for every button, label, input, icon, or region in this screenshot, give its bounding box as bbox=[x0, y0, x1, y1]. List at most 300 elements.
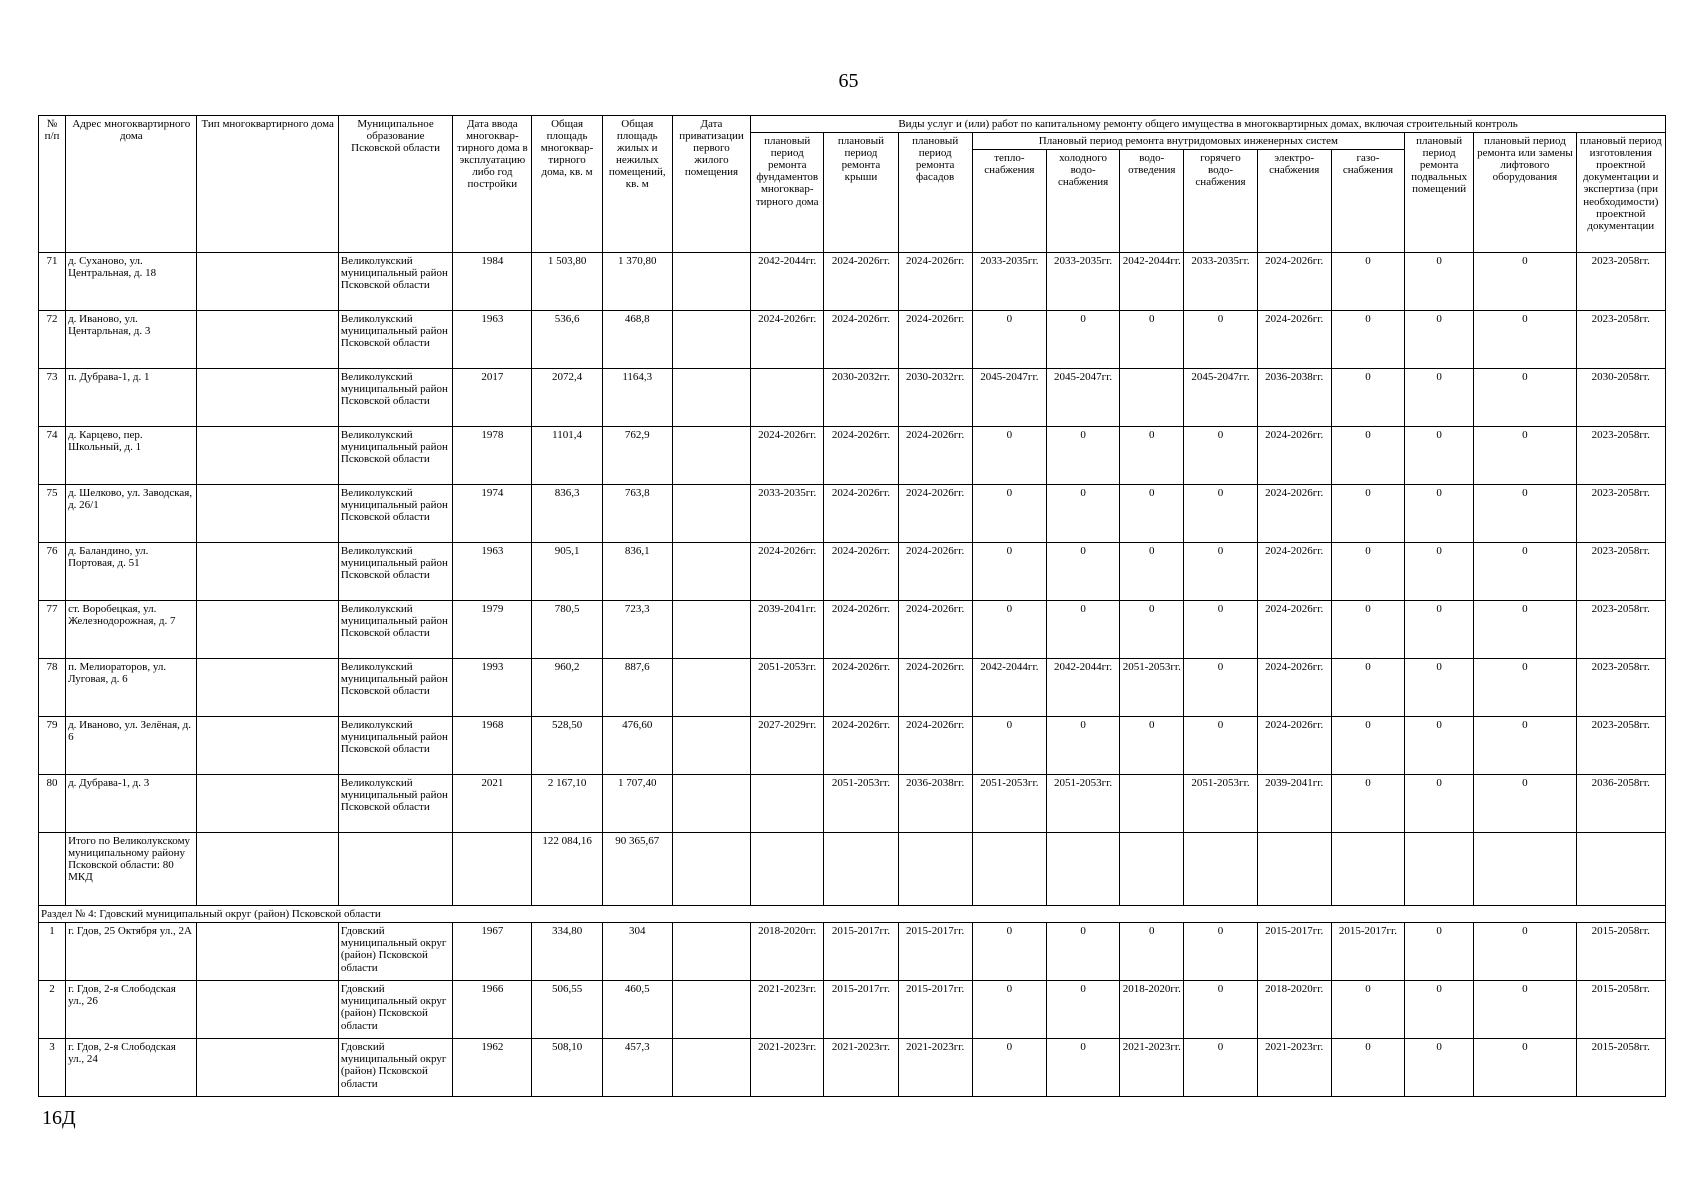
cell-gas: 0 bbox=[1331, 543, 1404, 601]
cell-design: 2015-2058гг. bbox=[1576, 923, 1665, 981]
cell-living-area: 763,8 bbox=[602, 485, 672, 543]
cell-cold-water: 0 bbox=[1046, 981, 1119, 1039]
cell-elevator: 0 bbox=[1474, 485, 1576, 543]
cell-elevator: 0 bbox=[1474, 253, 1576, 311]
empty-cell bbox=[972, 833, 1046, 906]
empty-cell bbox=[672, 833, 750, 906]
cell-facade: 2021-2023гг. bbox=[898, 1039, 972, 1097]
cell-municipality: Великолукский муниципальный район Псковской области bbox=[338, 775, 452, 833]
cell-gas: 0 bbox=[1331, 311, 1404, 369]
cell-facade: 2024-2026гг. bbox=[898, 485, 972, 543]
cell-municipality: Великолукский муниципальный район Псковской области bbox=[338, 485, 452, 543]
table-row bbox=[39, 543, 1666, 601]
cell-roof: 2024-2026гг. bbox=[824, 717, 898, 775]
cell-living-area: 1 370,80 bbox=[602, 253, 672, 311]
cell-living-area: 836,1 bbox=[602, 543, 672, 601]
cell-municipality: Гдовский муниципальный округ (район) Псковской области bbox=[338, 981, 452, 1039]
cell-roof: 2024-2026гг. bbox=[824, 311, 898, 369]
cell-cold-water: 0 bbox=[1046, 485, 1119, 543]
cell-design: 2030-2058гг. bbox=[1576, 369, 1665, 427]
header-address: Адрес многоквартирного дома bbox=[66, 116, 197, 253]
cell-drainage: 0 bbox=[1120, 311, 1184, 369]
table-row bbox=[39, 775, 1666, 833]
cell-living-area: 468,8 bbox=[602, 311, 672, 369]
cell-heat: 0 bbox=[972, 601, 1046, 659]
cell-facade: 2024-2026гг. bbox=[898, 659, 972, 717]
table-row bbox=[39, 1039, 1666, 1097]
cell-date: 1963 bbox=[453, 543, 532, 601]
cell-drainage: 0 bbox=[1120, 485, 1184, 543]
cell-total-area: 528,50 bbox=[532, 717, 602, 775]
header-electric: электро-снабжения bbox=[1257, 150, 1331, 253]
empty-cell bbox=[1257, 833, 1331, 906]
cell-total-area: 1 503,80 bbox=[532, 253, 602, 311]
table-row bbox=[39, 717, 1666, 775]
cell-basement: 0 bbox=[1405, 601, 1474, 659]
cell-elevator: 0 bbox=[1474, 543, 1576, 601]
header-foundation: плановый период ремонта фундаментов многоквар-тирного дома bbox=[751, 133, 824, 253]
header-elevator: плановый период ремонта или замены лифтового оборудования bbox=[1474, 133, 1576, 253]
cell-roof: 2051-2053гг. bbox=[824, 775, 898, 833]
cell-privatization bbox=[672, 1039, 750, 1097]
header-living-area: Общая площадь жилых и нежилых помещений, кв. м bbox=[602, 116, 672, 253]
cell-electric: 2024-2026гг. bbox=[1257, 717, 1331, 775]
cell-privatization bbox=[672, 427, 750, 485]
cell-electric: 2021-2023гг. bbox=[1257, 1039, 1331, 1097]
cell-foundation: 2021-2023гг. bbox=[751, 1039, 824, 1097]
cell-basement: 0 bbox=[1405, 981, 1474, 1039]
cell-foundation: 2024-2026гг. bbox=[751, 543, 824, 601]
cell-municipality: Гдовский муниципальный округ (район) Псковской области bbox=[338, 923, 452, 981]
cell-living-area: 304 bbox=[602, 923, 672, 981]
header-cold-water: холодного водо-снабжения bbox=[1046, 150, 1119, 253]
cell-foundation: 2042-2044гг. bbox=[751, 253, 824, 311]
cell-elevator: 0 bbox=[1474, 1039, 1576, 1097]
cell-design: 2036-2058гг. bbox=[1576, 775, 1665, 833]
cell-roof: 2030-2032гг. bbox=[824, 369, 898, 427]
table-row bbox=[39, 485, 1666, 543]
cell-elevator: 0 bbox=[1474, 427, 1576, 485]
cell-type bbox=[197, 311, 338, 369]
cell-electric: 2018-2020гг. bbox=[1257, 981, 1331, 1039]
cell-roof: 2024-2026гг. bbox=[824, 601, 898, 659]
cell-address: п. Дубрава-1, д. 1 bbox=[66, 369, 197, 427]
cell-date: 1978 bbox=[453, 427, 532, 485]
cell-privatization bbox=[672, 775, 750, 833]
cell-foundation: 2027-2029гг. bbox=[751, 717, 824, 775]
cell-num: 78 bbox=[39, 659, 66, 717]
cell-hot-water: 0 bbox=[1184, 923, 1257, 981]
cell-privatization bbox=[672, 485, 750, 543]
cell-electric: 2024-2026гг. bbox=[1257, 601, 1331, 659]
cell-elevator: 0 bbox=[1474, 717, 1576, 775]
cell-type bbox=[197, 543, 338, 601]
cell-facade: 2030-2032гг. bbox=[898, 369, 972, 427]
cell-privatization bbox=[672, 981, 750, 1039]
cell-type bbox=[197, 1039, 338, 1097]
cell-cold-water: 2033-2035гг. bbox=[1046, 253, 1119, 311]
cell-foundation: 2033-2035гг. bbox=[751, 485, 824, 543]
table-row bbox=[39, 601, 1666, 659]
empty-cell bbox=[751, 833, 824, 906]
cell-num: 1 bbox=[39, 923, 66, 981]
cell-municipality: Гдовский муниципальный округ (район) Псковской области bbox=[338, 1039, 452, 1097]
cell-drainage: 2018-2020гг. bbox=[1120, 981, 1184, 1039]
cell-design: 2023-2058гг. bbox=[1576, 659, 1665, 717]
cell-type bbox=[197, 981, 338, 1039]
cell-elevator: 0 bbox=[1474, 775, 1576, 833]
cell-num: 75 bbox=[39, 485, 66, 543]
cell-hot-water: 0 bbox=[1184, 659, 1257, 717]
cell-total-area: 1101,4 bbox=[532, 427, 602, 485]
cell-elevator: 0 bbox=[1474, 369, 1576, 427]
cell-heat: 0 bbox=[972, 543, 1046, 601]
cell-roof: 2024-2026гг. bbox=[824, 427, 898, 485]
cell-elevator: 0 bbox=[1474, 311, 1576, 369]
cell-living-area: 476,60 bbox=[602, 717, 672, 775]
cell-date: 1968 bbox=[453, 717, 532, 775]
cell-drainage: 2051-2053гг. bbox=[1120, 659, 1184, 717]
empty-cell bbox=[1120, 833, 1184, 906]
cell-address: д. Суханово, ул. Центральная, д. 18 bbox=[66, 253, 197, 311]
cell-heat: 0 bbox=[972, 1039, 1046, 1097]
cell-heat: 2051-2053гг. bbox=[972, 775, 1046, 833]
empty-cell bbox=[1046, 833, 1119, 906]
cell-heat: 0 bbox=[972, 717, 1046, 775]
empty-cell bbox=[1184, 833, 1257, 906]
header-num: № п/п bbox=[39, 116, 66, 253]
cell-hot-water: 0 bbox=[1184, 543, 1257, 601]
cell-foundation: 2051-2053гг. bbox=[751, 659, 824, 717]
cell-foundation: 2039-2041гг. bbox=[751, 601, 824, 659]
cell-privatization bbox=[672, 253, 750, 311]
cell-heat: 0 bbox=[972, 485, 1046, 543]
cell-cold-water: 2042-2044гг. bbox=[1046, 659, 1119, 717]
empty-cell bbox=[1474, 833, 1576, 906]
cell-basement: 0 bbox=[1405, 311, 1474, 369]
table-row bbox=[39, 923, 1666, 981]
cell-design: 2023-2058гг. bbox=[1576, 485, 1665, 543]
cell-facade: 2024-2026гг. bbox=[898, 717, 972, 775]
section-row bbox=[39, 906, 1666, 923]
cell-hot-water: 0 bbox=[1184, 981, 1257, 1039]
cell-address: д. Иваново, ул. Центарльная, д. 3 bbox=[66, 311, 197, 369]
cell-cold-water: 0 bbox=[1046, 923, 1119, 981]
cell-num: 76 bbox=[39, 543, 66, 601]
section-title: Раздел № 4: Гдовский муниципальный округ (район) Псковской области bbox=[39, 906, 1666, 923]
cell-electric: 2024-2026гг. bbox=[1257, 485, 1331, 543]
empty-cell bbox=[453, 833, 532, 906]
cell-privatization bbox=[672, 369, 750, 427]
cell-design: 2023-2058гг. bbox=[1576, 717, 1665, 775]
cell-address: п. Мелиораторов, ул. Луговая, д. 6 bbox=[66, 659, 197, 717]
cell-gas: 0 bbox=[1331, 717, 1404, 775]
cell-gas: 2015-2017гг. bbox=[1331, 923, 1404, 981]
living-area-sum: 90 365,67 bbox=[602, 833, 672, 906]
cell-cold-water: 0 bbox=[1046, 311, 1119, 369]
cell-address: д. Иваново, ул. Зелёная, д. 6 bbox=[66, 717, 197, 775]
cell-facade: 2015-2017гг. bbox=[898, 981, 972, 1039]
cell-basement: 0 bbox=[1405, 659, 1474, 717]
cell-num: 74 bbox=[39, 427, 66, 485]
cell-foundation: 2021-2023гг. bbox=[751, 981, 824, 1039]
empty-cell bbox=[898, 833, 972, 906]
page-number: 65 bbox=[838, 70, 859, 92]
empty-cell bbox=[39, 833, 66, 906]
table-row bbox=[39, 427, 1666, 485]
cell-gas: 0 bbox=[1331, 253, 1404, 311]
header-facade: плановый период ремонта фасадов bbox=[898, 133, 972, 253]
cell-num: 3 bbox=[39, 1039, 66, 1097]
cell-privatization bbox=[672, 659, 750, 717]
cell-address: д. Карцево, пер. Школьный, д. 1 bbox=[66, 427, 197, 485]
cell-gas: 0 bbox=[1331, 775, 1404, 833]
cell-type bbox=[197, 775, 338, 833]
cell-facade: 2024-2026гг. bbox=[898, 543, 972, 601]
header-heat: тепло-снабжения bbox=[972, 150, 1046, 253]
cell-num: 2 bbox=[39, 981, 66, 1039]
cell-municipality: Великолукский муниципальный район Псковской области bbox=[338, 253, 452, 311]
header-total-area: Общая площадь многоквар-тирного дома, кв. м bbox=[532, 116, 602, 253]
cell-foundation bbox=[751, 369, 824, 427]
cell-basement: 0 bbox=[1405, 485, 1474, 543]
cell-heat: 0 bbox=[972, 427, 1046, 485]
cell-hot-water: 0 bbox=[1184, 485, 1257, 543]
cell-type bbox=[197, 253, 338, 311]
table-row bbox=[39, 311, 1666, 369]
cell-roof: 2024-2026гг. bbox=[824, 253, 898, 311]
cell-heat: 2033-2035гг. bbox=[972, 253, 1046, 311]
cell-facade: 2024-2026гг. bbox=[898, 427, 972, 485]
cell-heat: 0 bbox=[972, 923, 1046, 981]
cell-hot-water: 0 bbox=[1184, 311, 1257, 369]
empty-cell bbox=[1576, 833, 1665, 906]
cell-design: 2023-2058гг. bbox=[1576, 427, 1665, 485]
cell-living-area: 887,6 bbox=[602, 659, 672, 717]
cell-date: 1963 bbox=[453, 311, 532, 369]
cell-cold-water: 0 bbox=[1046, 543, 1119, 601]
cell-address: д. Дубрава-1, д. 3 bbox=[66, 775, 197, 833]
cell-heat: 2042-2044гг. bbox=[972, 659, 1046, 717]
cell-municipality: Великолукский муниципальный район Псковской области bbox=[338, 543, 452, 601]
header-roof: плановый период ремонта крыши bbox=[824, 133, 898, 253]
cell-gas: 0 bbox=[1331, 485, 1404, 543]
cell-hot-water: 0 bbox=[1184, 1039, 1257, 1097]
cell-drainage: 0 bbox=[1120, 427, 1184, 485]
cell-foundation: 2024-2026гг. bbox=[751, 311, 824, 369]
cell-date: 1979 bbox=[453, 601, 532, 659]
table-row bbox=[39, 981, 1666, 1039]
cell-cold-water: 0 bbox=[1046, 1039, 1119, 1097]
cell-privatization bbox=[672, 717, 750, 775]
cell-num: 73 bbox=[39, 369, 66, 427]
cell-electric: 2024-2026гг. bbox=[1257, 311, 1331, 369]
cell-electric: 2024-2026гг. bbox=[1257, 427, 1331, 485]
cell-municipality: Великолукский муниципальный район Псковской области bbox=[338, 369, 452, 427]
cell-total-area: 780,5 bbox=[532, 601, 602, 659]
empty-cell bbox=[338, 833, 452, 906]
cell-electric: 2036-2038гг. bbox=[1257, 369, 1331, 427]
cell-privatization bbox=[672, 601, 750, 659]
cell-cold-water: 2045-2047гг. bbox=[1046, 369, 1119, 427]
empty-cell bbox=[1405, 833, 1474, 906]
header-drainage: водо-отведения bbox=[1120, 150, 1184, 253]
header-basement: плановый период ремонта подвальных помещений bbox=[1405, 133, 1474, 253]
cell-municipality: Великолукский муниципальный район Псковской области bbox=[338, 717, 452, 775]
cell-roof: 2024-2026гг. bbox=[824, 543, 898, 601]
header-hot-water: горячего водо-снабжения bbox=[1184, 150, 1257, 253]
cell-electric: 2015-2017гг. bbox=[1257, 923, 1331, 981]
cell-heat: 0 bbox=[972, 981, 1046, 1039]
cell-address: г. Гдов, 2-я Слободская ул., 24 bbox=[66, 1039, 197, 1097]
cell-municipality: Великолукский муниципальный район Псковской области bbox=[338, 601, 452, 659]
cell-municipality: Великолукский муниципальный район Псковской области bbox=[338, 427, 452, 485]
cell-cold-water: 0 bbox=[1046, 601, 1119, 659]
cell-basement: 0 bbox=[1405, 543, 1474, 601]
cell-elevator: 0 bbox=[1474, 923, 1576, 981]
cell-facade: 2036-2038гг. bbox=[898, 775, 972, 833]
cell-hot-water: 2051-2053гг. bbox=[1184, 775, 1257, 833]
cell-heat: 0 bbox=[972, 311, 1046, 369]
cell-total-area: 836,3 bbox=[532, 485, 602, 543]
cell-total-area: 905,1 bbox=[532, 543, 602, 601]
cell-facade: 2024-2026гг. bbox=[898, 601, 972, 659]
cell-drainage: 0 bbox=[1120, 601, 1184, 659]
cell-design: 2015-2058гг. bbox=[1576, 1039, 1665, 1097]
cell-design: 2023-2058гг. bbox=[1576, 253, 1665, 311]
cell-municipality: Великолукский муниципальный район Псковской области bbox=[338, 311, 452, 369]
cell-address: г. Гдов, 2-я Слободская ул., 26 bbox=[66, 981, 197, 1039]
header-gas: газо-снабжения bbox=[1331, 150, 1404, 253]
cell-municipality: Великолукский муниципальный район Псковской области bbox=[338, 659, 452, 717]
cell-roof: 2021-2023гг. bbox=[824, 1039, 898, 1097]
cell-basement: 0 bbox=[1405, 775, 1474, 833]
cell-gas: 0 bbox=[1331, 1039, 1404, 1097]
cell-num: 72 bbox=[39, 311, 66, 369]
cell-date: 1974 bbox=[453, 485, 532, 543]
cell-hot-water: 0 bbox=[1184, 601, 1257, 659]
cell-total-area: 536,6 bbox=[532, 311, 602, 369]
table-row bbox=[39, 253, 1666, 311]
cell-basement: 0 bbox=[1405, 369, 1474, 427]
table-row bbox=[39, 659, 1666, 717]
cell-type bbox=[197, 427, 338, 485]
cell-electric: 2024-2026гг. bbox=[1257, 253, 1331, 311]
cell-drainage: 2042-2044гг. bbox=[1120, 253, 1184, 311]
cell-date: 2017 bbox=[453, 369, 532, 427]
cell-privatization bbox=[672, 543, 750, 601]
cell-hot-water: 0 bbox=[1184, 717, 1257, 775]
cell-type bbox=[197, 369, 338, 427]
cell-address: д. Баландино, ул. Портовая, д. 51 bbox=[66, 543, 197, 601]
cell-foundation: 2024-2026гг. bbox=[751, 427, 824, 485]
cell-design: 2023-2058гг. bbox=[1576, 601, 1665, 659]
cell-date: 2021 bbox=[453, 775, 532, 833]
cell-date: 1967 bbox=[453, 923, 532, 981]
total-label: Итого по Великолукскому муниципальному району Псковской области: 80 МКД bbox=[66, 833, 197, 906]
total-area-sum: 122 084,16 bbox=[532, 833, 602, 906]
cell-basement: 0 bbox=[1405, 427, 1474, 485]
header-municipality: Муниципальное образование Псковской области bbox=[338, 116, 452, 253]
cell-total-area: 334,80 bbox=[532, 923, 602, 981]
cell-living-area: 723,3 bbox=[602, 601, 672, 659]
cell-type bbox=[197, 717, 338, 775]
cell-drainage bbox=[1120, 369, 1184, 427]
cell-hot-water: 2045-2047гг. bbox=[1184, 369, 1257, 427]
cell-address: ст. Воробецкая, ул. Железнодорожная, д. 7 bbox=[66, 601, 197, 659]
cell-address: д. Шелково, ул. Заводская, д. 26/1 bbox=[66, 485, 197, 543]
cell-gas: 0 bbox=[1331, 981, 1404, 1039]
cell-drainage: 0 bbox=[1120, 717, 1184, 775]
empty-cell bbox=[197, 833, 338, 906]
cell-hot-water: 0 bbox=[1184, 427, 1257, 485]
cell-facade: 2015-2017гг. bbox=[898, 923, 972, 981]
header-works-group: Виды услуг и (или) работ по капитальному ремонту общего имущества в многоквартирных домах, включая строительный контроль bbox=[751, 116, 1666, 133]
header-design: плановый период изготовления проектной документации и экспертиза (при необходимости) проектной документации bbox=[1576, 133, 1665, 253]
cell-foundation bbox=[751, 775, 824, 833]
cell-total-area: 2 167,10 bbox=[532, 775, 602, 833]
cell-drainage: 2021-2023гг. bbox=[1120, 1039, 1184, 1097]
cell-total-area: 506,55 bbox=[532, 981, 602, 1039]
cell-roof: 2015-2017гг. bbox=[824, 981, 898, 1039]
cell-type bbox=[197, 659, 338, 717]
cell-num: 77 bbox=[39, 601, 66, 659]
cell-basement: 0 bbox=[1405, 923, 1474, 981]
cell-design: 2023-2058гг. bbox=[1576, 311, 1665, 369]
cell-cold-water: 2051-2053гг. bbox=[1046, 775, 1119, 833]
cell-privatization bbox=[672, 923, 750, 981]
header-systems-group: Плановый период ремонта внутридомовых инженерных систем bbox=[972, 133, 1404, 150]
empty-cell bbox=[1331, 833, 1404, 906]
cell-electric: 2039-2041гг. bbox=[1257, 775, 1331, 833]
cell-cold-water: 0 bbox=[1046, 427, 1119, 485]
cell-living-area: 460,5 bbox=[602, 981, 672, 1039]
cell-basement: 0 bbox=[1405, 253, 1474, 311]
cell-facade: 2024-2026гг. bbox=[898, 311, 972, 369]
cell-electric: 2024-2026гг. bbox=[1257, 659, 1331, 717]
cell-roof: 2024-2026гг. bbox=[824, 485, 898, 543]
cell-num: 71 bbox=[39, 253, 66, 311]
cell-type bbox=[197, 923, 338, 981]
cell-foundation: 2018-2020гг. bbox=[751, 923, 824, 981]
empty-cell bbox=[824, 833, 898, 906]
cell-design: 2015-2058гг. bbox=[1576, 981, 1665, 1039]
cell-living-area: 457,3 bbox=[602, 1039, 672, 1097]
capital-repair-table bbox=[38, 115, 1666, 1097]
cell-living-area: 762,9 bbox=[602, 427, 672, 485]
cell-type bbox=[197, 485, 338, 543]
header-date: Дата ввода многоквар-тирного дома в эксплуатацию либо год постройки bbox=[453, 116, 532, 253]
cell-address: г. Гдов, 25 Октября ул., 2А bbox=[66, 923, 197, 981]
cell-electric: 2024-2026гг. bbox=[1257, 543, 1331, 601]
total-row bbox=[39, 833, 1666, 906]
header-type: Тип многоквартирного дома bbox=[197, 116, 338, 253]
cell-gas: 0 bbox=[1331, 659, 1404, 717]
cell-design: 2023-2058гг. bbox=[1576, 543, 1665, 601]
cell-date: 1966 bbox=[453, 981, 532, 1039]
cell-num: 80 bbox=[39, 775, 66, 833]
cell-gas: 0 bbox=[1331, 369, 1404, 427]
cell-gas: 0 bbox=[1331, 427, 1404, 485]
cell-total-area: 960,2 bbox=[532, 659, 602, 717]
cell-basement: 0 bbox=[1405, 717, 1474, 775]
cell-type bbox=[197, 601, 338, 659]
cell-cold-water: 0 bbox=[1046, 717, 1119, 775]
cell-date: 1962 bbox=[453, 1039, 532, 1097]
cell-drainage bbox=[1120, 775, 1184, 833]
cell-drainage: 0 bbox=[1120, 543, 1184, 601]
cell-total-area: 508,10 bbox=[532, 1039, 602, 1097]
